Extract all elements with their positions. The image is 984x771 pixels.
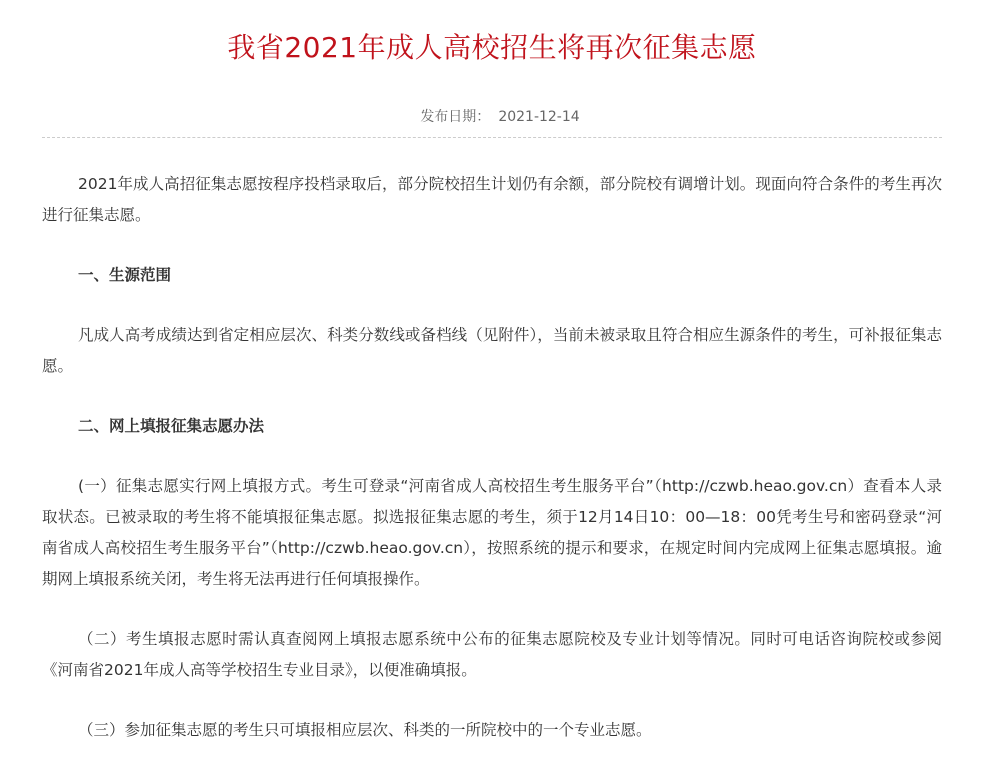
- title-divider: [42, 137, 942, 138]
- section-heading-online-method: 二、网上填报征集志愿办法: [78, 417, 265, 435]
- publish-meta: [0, 106, 984, 128]
- method-item-3: （三）参加征集志愿的考生只可填报相应层次、科类的一所院校中的一个专业志愿。: [78, 721, 652, 739]
- intro-paragraph: 2021年成人高招征集志愿按程序投档录取后，部分院校招生计划仍有余额，部分院校有调增计划。现面向符合条件的考生再次进行征集志愿。: [42, 175, 942, 224]
- section-heading-source-scope: 一、生源范围: [78, 266, 172, 284]
- publish-date-label: 发布日期：: [420, 109, 491, 125]
- method-item-2: （二）考生填报志愿时需认真查阅网上填报志愿系统中公布的征集志愿院校及专业计划等情况。同时可电话咨询院校或参阅《河南省2021年成人高等学校招生专业目录》，以便准确填报。: [42, 630, 942, 679]
- article-title: 我省2021年成人高校招生将再次征集志愿: [227, 31, 757, 64]
- publish-date: 2021-12-14: [498, 109, 580, 125]
- source-scope-paragraph: 凡成人高考成绩达到省定相应层次、科类分数线或备档线（见附件），当前未被录取且符合相应生源条件的考生，可补报征集志愿。: [42, 326, 942, 375]
- method-item-1: (一）征集志愿实行网上填报方式。考生可登录“河南省成人高校招生考生服务平台”（http://czwb.heao.gov.cn）查看本人录取状态。已被录取的考生将不能填报征集志愿。拟选报征集志愿的考生，须于12月14日10：00—18：00凭考生号和密码登录“河南省成人高校招生考生服务平台”（http://czwb.heao.gov.cn），按照系统的提示和要求，在规定时间内完成网上征集志愿填报。逾期网上填报系统关闭，考生将无法再进行任何填报操作。: [42, 477, 942, 588]
- article-body: [42, 169, 942, 746]
